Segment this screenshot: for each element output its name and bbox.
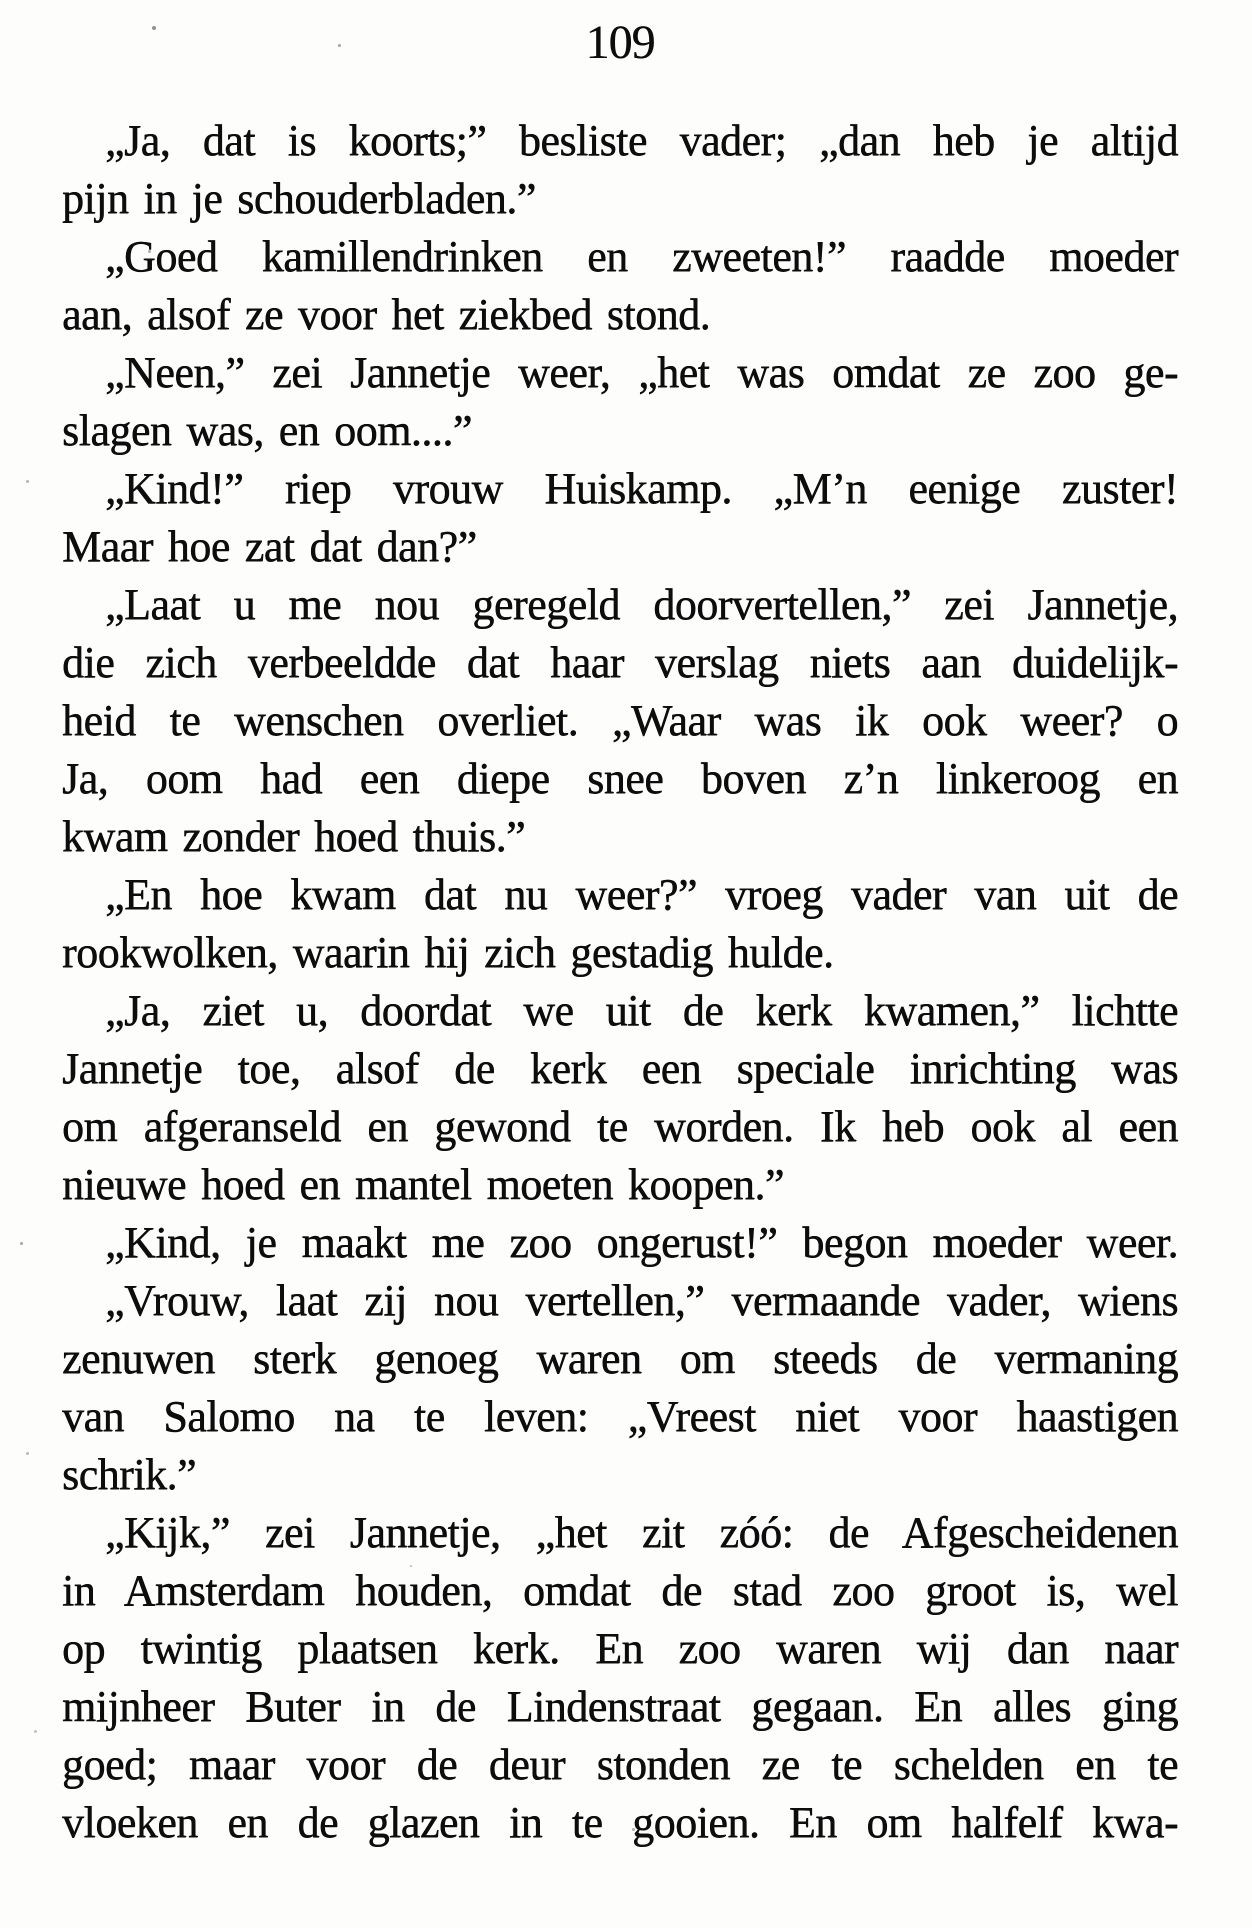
text-line: mijnheer Buter in de Lindenstraat gegaan. En alles ging [62,1682,1178,1731]
scan-speck [410,1565,412,1567]
text-line: nieuwe hoed en mantel moeten koopen.” [62,1160,784,1209]
text-line: „En hoe kwam dat nu weer?” vroeg vader van uit de [105,870,1178,919]
text-line: „Ja, ziet u, doordat we uit de kerk kwamen,” lichtte [105,986,1178,1035]
scan-speck [34,1730,37,1733]
scan-speck [20,1242,23,1245]
text-line: van Salomo na te leven: „Vreest niet voor haastigen [62,1392,1178,1441]
text-line: „Vrouw, laat zij nou vertellen,” vermaande vader, wiens [105,1276,1178,1325]
text-line: Maar hoe zat dat dan?” [62,522,477,571]
paragraph [62,1272,1178,1504]
page-body [62,112,1178,1852]
text-line: „Ja, dat is koorts;” besliste vader; „dan heb je altijd [105,116,1178,165]
scan-speck [338,44,341,47]
paragraph [62,1214,1178,1272]
text-line: op twintig plaatsen kerk. En zoo waren wij dan naar [62,1624,1178,1673]
text-line: „Kind!” riep vrouw Huiskamp. „M’n eenige zuster! [105,464,1178,513]
text-line: slagen was, en oom....” [62,406,472,455]
paragraph [62,576,1178,866]
paragraph [62,112,1178,228]
text-line: vloeken en de glazen in te gooien. En om halfelf kwa- [62,1798,1178,1847]
text-line: goed; maar voor de deur stonden ze te schelden en te [62,1740,1178,1789]
text-line: „Kind, je maakt me zoo ongerust!” begon moeder weer. [105,1218,1178,1267]
text-line: kwam zonder hoed thuis.” [62,812,526,861]
paragraph [62,1504,1178,1852]
text-line: rookwolken, waarin hij zich gestadig hulde. [62,928,834,977]
scan-speck [632,1828,635,1831]
scan-speck [26,1452,29,1455]
paragraph [62,460,1178,576]
text-line: zenuwen sterk genoeg waren om steeds de vermaning [62,1334,1178,1383]
text-line: om afgeranseld en gewond te worden. Ik heb ook al een [62,1102,1178,1151]
text-line: Jannetje toe, alsof de kerk een speciale inrichting was [62,1044,1178,1093]
text-line: aan, alsof ze voor het ziekbed stond. [62,290,711,339]
text-line: pijn in je schouderbladen.” [62,174,536,223]
text-line: Ja, oom had een diepe snee boven z’n linkeroog en [62,754,1178,803]
text-line: in Amsterdam houden, omdat de stad zoo groot is, wel [62,1566,1178,1615]
scan-speck [148,250,151,253]
text-line: heid te wenschen overliet. „Waar was ik ook weer? o [62,696,1178,745]
scan-speck [152,26,156,30]
paragraph [62,866,1178,982]
text-line: „Goed kamillendrinken en zweeten!” raadde moeder [105,232,1178,281]
paragraph [62,228,1178,344]
text-line: „Neen,” zei Jannetje weer, „het was omdat ze zoo ge- [105,348,1178,397]
text-line: „Kijk,” zei Jannetje, „het zit zóó: de Afgescheidenen [105,1508,1178,1557]
text-line: schrik.” [62,1450,197,1499]
paragraph [62,982,1178,1214]
page-number: 109 [585,16,655,69]
paragraph [62,344,1178,460]
text-line: „Laat u me nou geregeld doorvertellen,” zei Jannetje, [105,580,1178,629]
text-line: die zich verbeeldde dat haar verslag niets aan duidelijk- [62,638,1178,687]
scan-speck [26,480,29,483]
